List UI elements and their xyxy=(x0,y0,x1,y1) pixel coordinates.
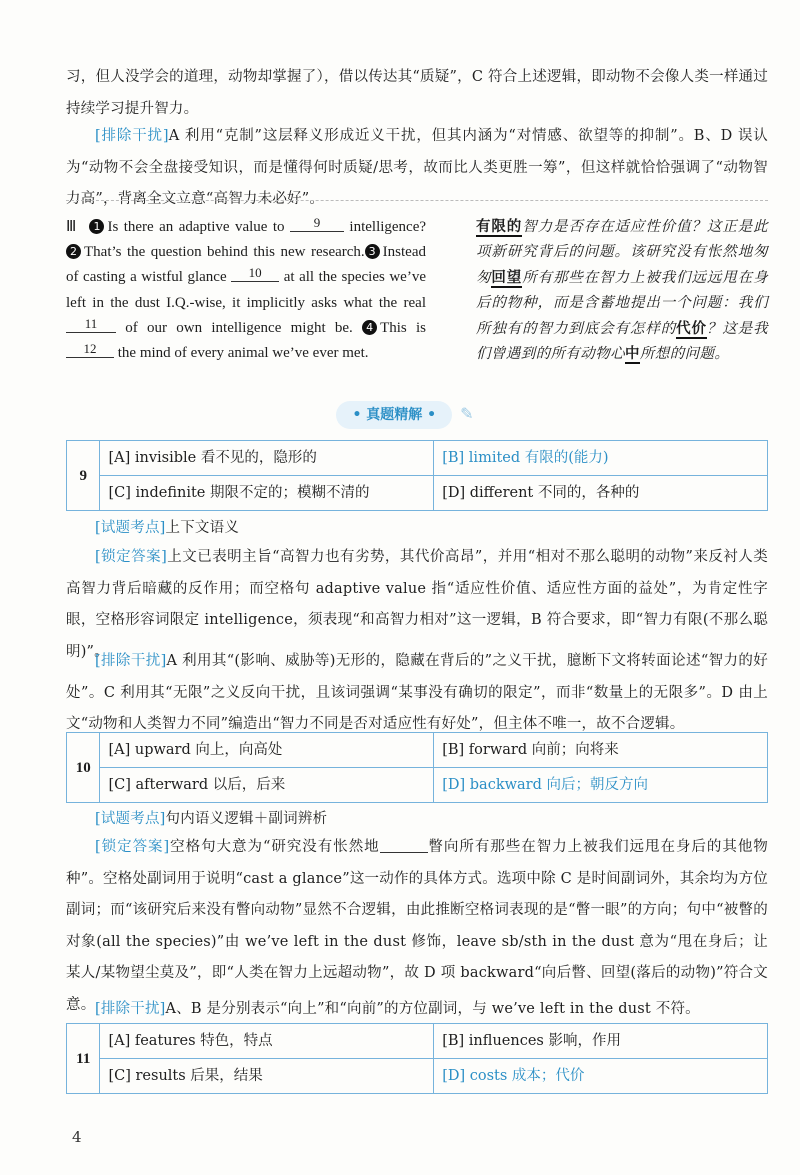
answer-explanation-10: [锁定答案]空格句大意为“研究没有怅然地 瞥向所有那些在智力上被我们远甩在身后的其他物种”。空格处副词用于说明“cast a glance”这一动作的具体方式。选项中除 C 是时间副词外，其余均为方位副词；而“该研究后来没有瞥向动物”显然不合逻辑，由此推断空格词表现的是“瞥一眼”的方向；句中“被瞥的对象(all the species)”由 we’ve left in the dust 修饰，leave sb/sth in the dust 意为“甩在身后；让某人/某物望尘莫及”，即“人类在智力上远超动物”，故 D 项 backward“向后瞥、回望(落后的动物)”符合文意。 xyxy=(66,839,769,1013)
exclusion-paragraph-8: [排除干扰]A 利用“克制”这层释义形成近义干扰，但其内涵为“对情感、欲望等的抑制”。B、D 误认为“动物不会全盘接受知识，而是懂得何时质疑/思考，故而比人类更胜一筹”，但这样就恰恰强调了“动物智力高”，背离全文立意“高智力未必好”。 xyxy=(66,128,768,207)
sentence-marker-3: 3 xyxy=(365,244,380,259)
option-a: [A] upward 向上，向高处 xyxy=(100,733,434,768)
option-d: [D] different 不同的，各种的 xyxy=(434,476,768,511)
test-point-10: [试题考点]句内语义逻辑＋副词辨析 xyxy=(95,811,328,827)
answer-highlight-11: 代价 xyxy=(676,320,707,337)
option-c: [C] results 后果，结果 xyxy=(100,1059,434,1094)
option-a: [A] features 特色，特点 xyxy=(100,1024,434,1059)
options-table-10 xyxy=(66,732,768,803)
option-d-correct: [D] backward 向后；朝反方向 xyxy=(434,768,768,803)
exclusion-10: [排除干扰]A、B 是分别表示“向上”和“向前”的方位副词，与 we’ve left in the dust 不符。 xyxy=(95,1001,700,1017)
blank-9: 9 xyxy=(290,215,344,232)
tag-exclude: [排除干扰] xyxy=(95,128,169,144)
option-d-correct: [D] costs 成本；代价 xyxy=(434,1059,768,1094)
passage-english: Ⅲ 1 Is there an adaptive value to 9 intelligence? 2 That’s the question behind this new research. 3 Instead of casting a wistful glance 10 at all the species we’ve left in the dust I.Q.-wise, it implicitly asks what the real 11 of our own intelligence might be. 4 This is 12 the mind of every animal we’ve ever met. xyxy=(66,215,427,362)
option-c: [C] indefinite 期限不定的；模糊不清的 xyxy=(100,476,434,511)
pen-icon: ✎ xyxy=(460,404,474,423)
answer-highlight-9: 有限的 xyxy=(476,219,523,235)
question-number: 11 xyxy=(67,1024,100,1094)
options-table-9 xyxy=(66,440,768,511)
blank-11: 11 xyxy=(66,316,116,333)
continuation-paragraph: 习，但人没学会的道理，动物却掌握了），借以传达其“质疑”，C 符合上述逻辑，即动物不会像人类一样通过持续学习提升智力。 xyxy=(66,69,768,117)
option-b: [B] influences 影响，作用 xyxy=(434,1024,768,1059)
options-table-11 xyxy=(66,1023,768,1094)
page-number: 4 xyxy=(72,1128,82,1146)
blank-10: 10 xyxy=(231,265,279,282)
sentence-marker-1: 1 xyxy=(89,219,104,234)
question-number: 9 xyxy=(67,441,100,511)
option-b: [B] forward 向前；向将来 xyxy=(434,733,768,768)
answer-highlight-10: 回望 xyxy=(491,269,523,286)
passage-chinese: 有限的智力是否存在适应性价值？这正是此项新研究背后的问题。该研究没有怅然地匆匆回望所有那些在智力上被我们远远甩在身后的物种，而是含蓄地提出一个问题：我们所独有的智力到底会有怎样的代价？这是我们曾遇到的所有动物心中所想的问题。 xyxy=(476,219,768,363)
question-number: 10 xyxy=(67,733,100,803)
answer-highlight-12: 中 xyxy=(625,346,640,363)
option-c: [C] afterward 以后，后来 xyxy=(100,768,434,803)
section-title: • 真题精解 • ✎ xyxy=(320,400,490,428)
answer-gap xyxy=(380,837,428,853)
option-b-correct: [B] limited 有限的(能力) xyxy=(434,441,768,476)
test-point-9: [试题考点]上下文语义 xyxy=(95,520,240,536)
exclusion-9: [排除干扰]A 利用其“(影响、威胁等)无形的，隐藏在背后的”之义干扰，臆断下文将转面论述“智力的好处”。C 利用其“无限”之义反向干扰，且该词强调“某事没有确切的限定”，而非“数量上的无限多”。D 由上文“动物和人类智力不同”编造出“智力不同是否对适应性有好处”，但主体不唯一，故不合逻辑。 xyxy=(66,653,769,732)
blank-12: 12 xyxy=(66,341,114,358)
section-roman-numeral: Ⅲ xyxy=(66,219,79,235)
divider xyxy=(66,200,768,201)
sentence-marker-2: 2 xyxy=(66,244,81,259)
answer-explanation-9: [锁定答案]上文已表明主旨“高智力也有劣势，其代价高昂”，并用“相对不那么聪明的动物”来反衬人类高智力背后暗藏的反作用；而空格句 adaptive value 指“适应性价值、适应性方面的益处”，为肯定性字眼，空格形容词限定 intelligence，须表现“和高智力相对”这一逻辑，B 符合要求，即“智力有限(不那么聪明)”。 xyxy=(66,549,768,660)
option-a: [A] invisible 看不见的，隐形的 xyxy=(100,441,434,476)
sentence-marker-4: 4 xyxy=(362,320,377,335)
